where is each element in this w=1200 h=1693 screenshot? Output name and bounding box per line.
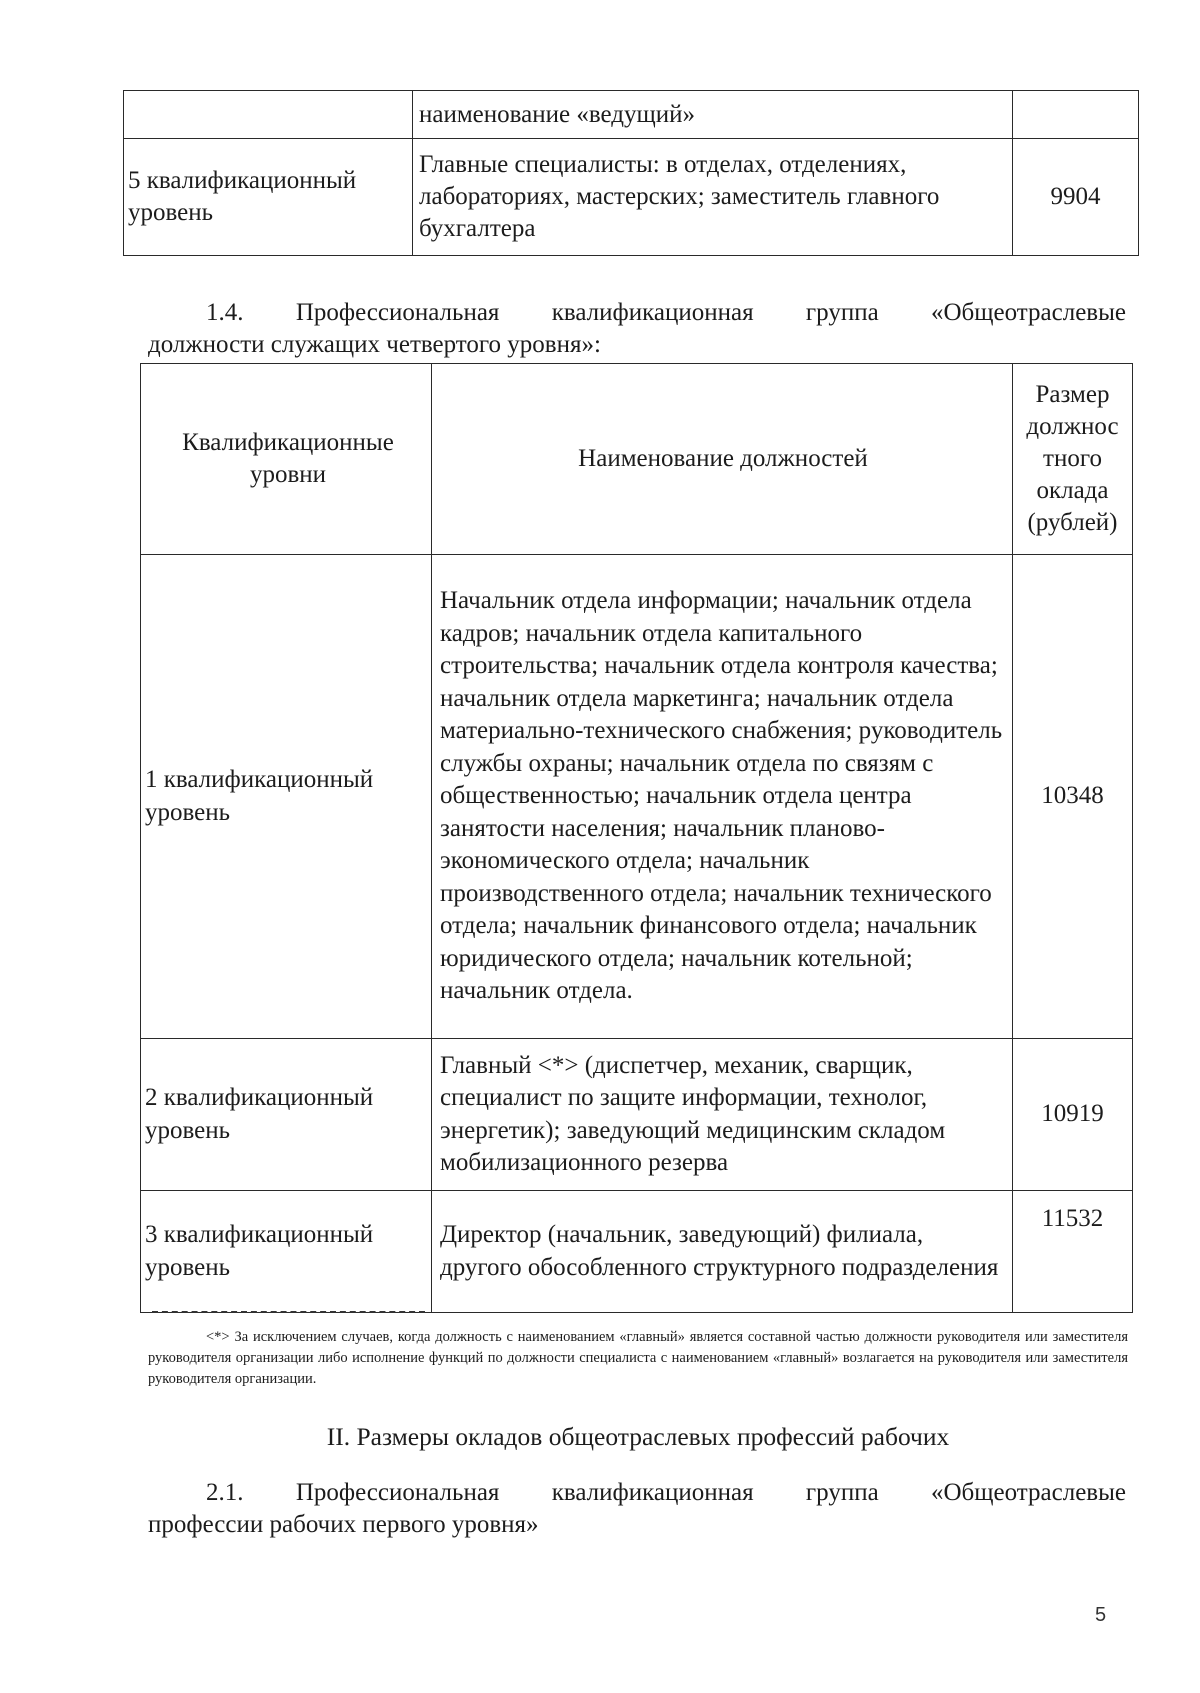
page-number: 5	[1095, 1604, 1107, 1626]
level-cell: 3 квалификационный уровень	[141, 1191, 432, 1313]
paragraph-1-4	[148, 297, 1126, 361]
paragraph-line: должности служащих четвертого уровня»:	[148, 331, 601, 358]
positions-cell: Главный <*> (диспетчер, механик, сварщик, специалист по защите информации, технолог, энергетик); заведующий медицинским складом мобилизационного резерва	[432, 1039, 1013, 1191]
section-title: II. Размеры окладов общеотраслевых профессий рабочих	[326, 1422, 950, 1451]
table-row	[124, 139, 1139, 256]
footnote-separator	[152, 1311, 425, 1313]
salary-cell: 10348	[1013, 555, 1133, 1039]
footnote-text: <*> За исключением случаев, когда должность с наименованием «главный» является составной частью должности руководителя или заместителя руководителя организации либо исполнение функций по должности специалиста с наименованием «главный» возлагается на руководителя или заместителя руководителя организации.	[148, 1329, 1128, 1387]
paragraph-line: профессии рабочих первого уровня»	[148, 1511, 539, 1538]
level-cell: 2 квалификационный уровень	[141, 1039, 432, 1191]
table-row	[141, 1191, 1133, 1313]
header-salary: Размер должнос тного оклада (рублей)	[1013, 364, 1133, 555]
positions-cell: Начальник отдела информации; начальник отдела кадров; начальник отдела капитального строительства; начальник отдела контроля качества; начальник отдела маркетинга; начальник отдела материально-технического снабжения; руководитель службы охраны; начальник отдела по связям с общественностью; начальник отдела центра занятости населения; начальник планово-экономического отдела; начальник производственного отдела; начальник технического отдела; начальник финансового отдела; начальник юридического отдела; начальник котельной; начальник отдела.	[432, 555, 1013, 1039]
salary-cell	[1013, 91, 1139, 139]
top-salary-table	[123, 90, 1139, 256]
positions-cell: Главные специалисты: в отделах, отделениях, лабораториях, мастерских; заместитель главного бухгалтера	[413, 139, 1013, 256]
salary-cell: 9904	[1013, 139, 1139, 256]
level-cell: 1 квалификационный уровень	[141, 555, 432, 1039]
table-row	[141, 1039, 1133, 1191]
paragraph-line: 1.4. Профессиональная квалификационная группа «Общеотраслевые	[206, 299, 1126, 326]
header-levels: Квалификационные уровни	[141, 364, 432, 555]
main-salary-table	[140, 363, 1133, 1313]
header-positions: Наименование должностей	[432, 364, 1013, 555]
level-cell: 5 квалификационный уровень	[124, 139, 413, 256]
positions-cell: Директор (начальник, заведующий) филиала, другого обособленного структурного подразделения	[432, 1191, 1013, 1313]
positions-cell: наименование «ведущий»	[413, 91, 1013, 139]
level-cell	[124, 91, 413, 139]
salary-cell: 11532	[1013, 1191, 1133, 1313]
paragraph-line: 2.1. Профессиональная квалификационная группа «Общеотраслевые	[206, 1479, 1126, 1506]
table-row	[141, 555, 1133, 1039]
salary-cell: 10919	[1013, 1039, 1133, 1191]
table-row	[124, 91, 1139, 139]
table-header-row	[141, 364, 1133, 555]
footnote	[148, 1327, 1128, 1390]
paragraph-2-1	[148, 1477, 1126, 1541]
